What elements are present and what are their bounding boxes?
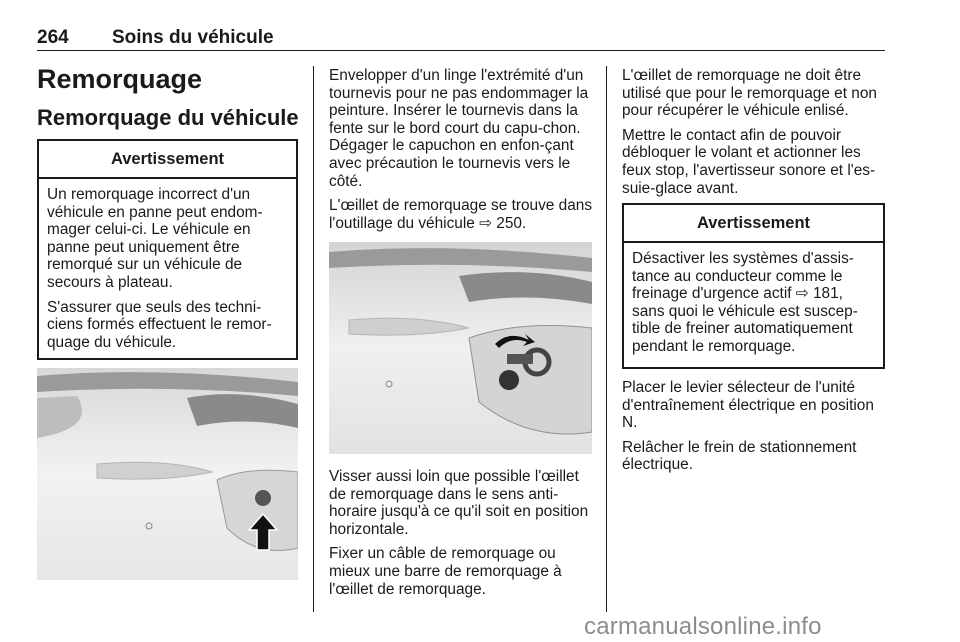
page-subtitle: Remorquage du véhicule (37, 105, 299, 130)
warning-title: Avertissement (624, 205, 883, 243)
body-paragraph: L'œillet de remorquage ne doit être utilisé que pour le remorquage et non pour récupérer le véhicule enlisé. (622, 67, 877, 120)
warning-text: Désactiver les systèmes d'assis-tance au conducteur comme le freinage d'urgence actif ⇨ 181, sans quoi le véhicule est suscep-tible de freiner automatiquement pendant le remorquage. (632, 250, 858, 355)
column-3-top (622, 67, 886, 204)
warning-text: Un remorquage incorrect d'un véhicule en panne peut endom-mager celui-ci. Le véhicule en panne peut uniquement être remorqué sur un véhicule de secours à plateau. (47, 186, 263, 291)
body-paragraph: Envelopper d'un linge l'extrémité d'un tournevis pour ne pas endommager la peinture. Insérer le tournevis dans la fente sur le bord court du capu-chon. Dégager le capuchon en enfon-çant avec précaution le tournevis vers le côté. (329, 67, 589, 190)
body-paragraph: Placer le levier sélecteur de l'unité d'entraînement électrique en position N. (622, 379, 874, 432)
column-2-bottom (329, 468, 592, 605)
body-paragraph: Visser aussi loin que possible l'œillet de remorquage dans le sens anti-horaire jusqu'à ce qu'il soit en position horizontale. (329, 468, 589, 538)
body-paragraph: L'œillet de remorquage se trouve dans l'outillage du véhicule ⇨ 250. (329, 197, 593, 232)
page-number: 264 (37, 27, 69, 48)
section-title: Soins du véhicule (112, 27, 274, 48)
column-divider-1 (313, 66, 314, 612)
watermark: carmanualsonline.info (584, 613, 822, 640)
towing-figure-1 (37, 368, 298, 580)
header-rule (37, 50, 885, 51)
warning-box-1 (37, 139, 298, 360)
body-paragraph: Mettre le contact afin de pouvoir débloquer le volant et actionner les feux stop, l'avertisseur sonore et l'es-suie-glace avant. (622, 126, 876, 197)
towing-figure-2 (329, 242, 592, 454)
column-2-top (329, 67, 592, 239)
body-paragraph: Fixer un câble de remorquage ou mieux une barre de remorquage à l'œillet de remorquage. (329, 545, 562, 598)
page-header (37, 27, 885, 49)
warning-title: Avertissement (39, 141, 296, 179)
column-3-bottom (622, 379, 886, 481)
page-title: Remorquage (37, 64, 203, 94)
warning-box-2 (622, 203, 885, 369)
column-divider-2 (606, 66, 607, 612)
body-paragraph: Relâcher le frein de stationnement électrique. (622, 438, 857, 474)
warning-text: S'assurer que seuls des techni-ciens formés effectuent le remor-quage du véhicule. (47, 298, 272, 351)
